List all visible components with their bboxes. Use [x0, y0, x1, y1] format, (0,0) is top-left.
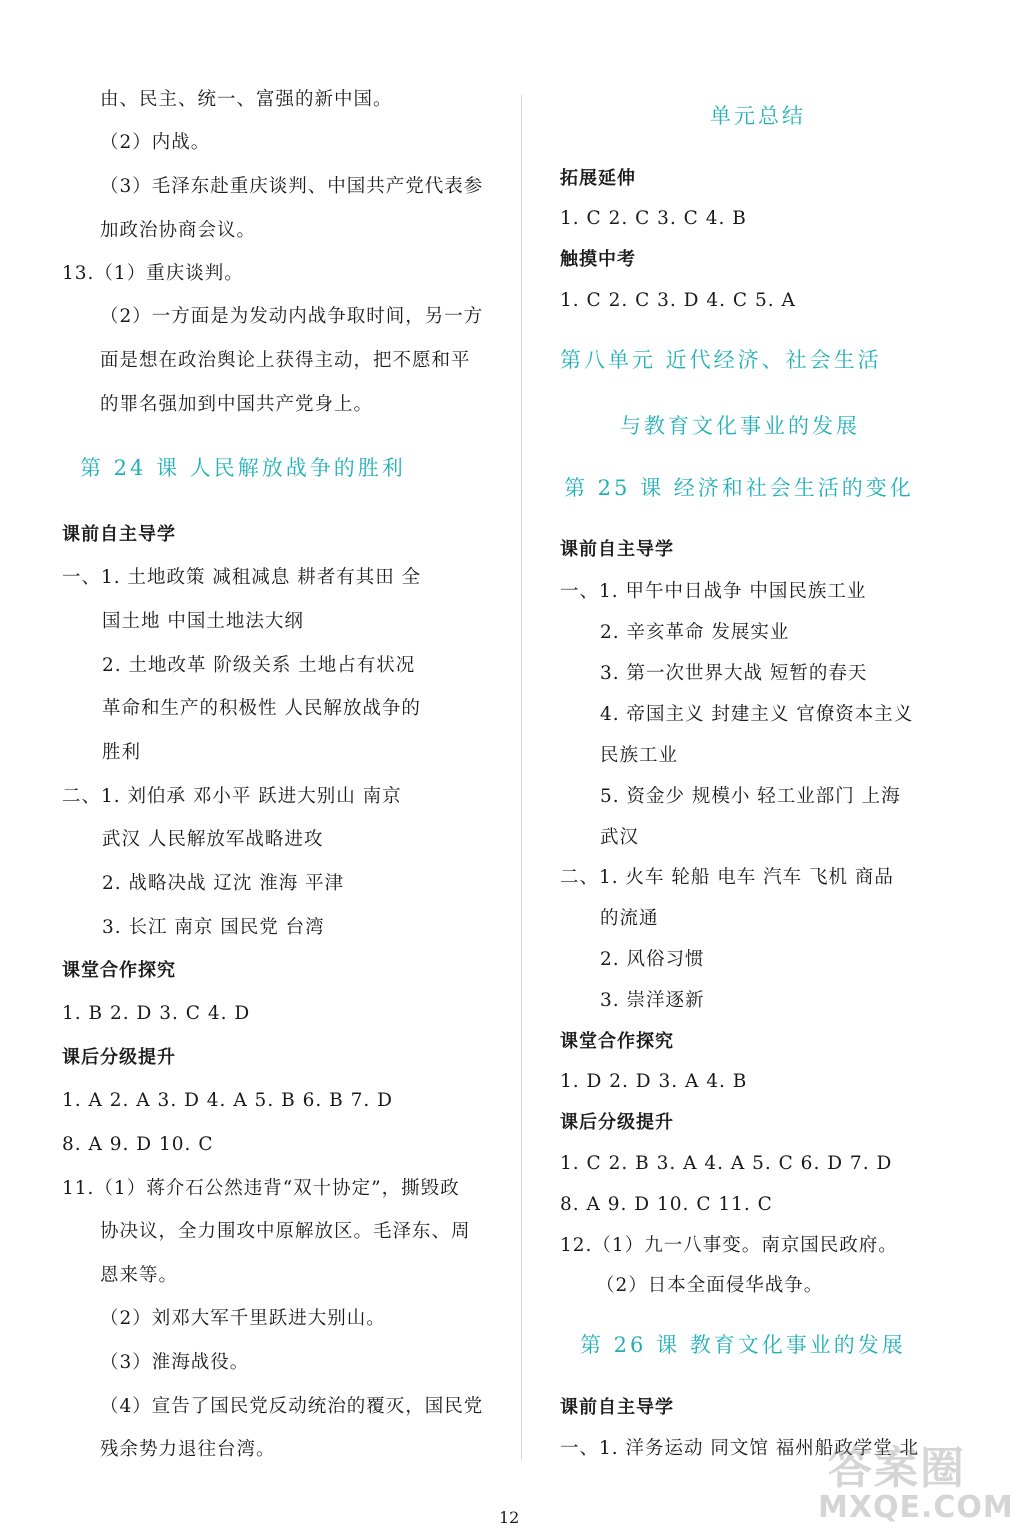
watermark-logo — [818, 1432, 1018, 1536]
watermark-line2: MXQE.COM — [818, 1490, 1014, 1525]
answer-line: 4. 帝国主义 封建主义 官僚资本主义 — [600, 704, 914, 725]
page-number: 12 — [499, 1508, 520, 1527]
answer-line: 2. 战略决战 辽沈 淮海 平津 — [102, 873, 345, 894]
answer-line: （2）刘邓大军千里跃进大别山。 — [100, 1308, 386, 1329]
lesson-title: 第 24 课 人民解放战争的胜利 — [80, 456, 406, 480]
answer-line: 国土地 中国土地法大纲 — [102, 611, 304, 632]
answer-line: 恩来等。 — [100, 1265, 179, 1286]
answer-line: 1. A 2. A 3. D 4. A 5. B 6. B 7. D — [62, 1090, 393, 1111]
answer-line: 的罪名强加到中国共产党身上。 — [100, 394, 374, 415]
answer-line: 胜利 — [102, 742, 142, 763]
answer-line: 面是想在政治舆论上获得主动，把不愿和平 — [100, 350, 471, 371]
section-heading: 触摸中考 — [560, 249, 636, 270]
section-heading: 课堂合作探究 — [560, 1031, 674, 1052]
answer-line: 一、1. 洋务运动 同文馆 福州船政学堂 北 — [560, 1438, 920, 1459]
answer-line: 一、1. 土地政策 减租减息 耕者有其田 全 — [62, 567, 422, 588]
answer-line: 3. 第一次世界大战 短暂的春天 — [600, 663, 868, 684]
column-divider — [521, 95, 522, 1460]
answer-line: 3. 长江 南京 国民党 台湾 — [102, 917, 325, 938]
section-heading: 课前自主导学 — [560, 1397, 674, 1418]
answer-line: （2）日本全面侵华战争。 — [596, 1275, 824, 1296]
lesson-title: 第 25 课 经济和社会生活的变化 — [564, 476, 914, 500]
answer-line: 武汉 人民解放军战略进攻 — [102, 829, 324, 850]
answer-line: 1. D 2. D 3. A 4. B — [560, 1071, 748, 1092]
answer-line: 武汉 — [600, 827, 640, 848]
answer-line: 加政治协商会议。 — [100, 220, 257, 241]
lesson-title: 与教育文化事业的发展 — [620, 414, 860, 438]
answer-line: 1. C 2. B 3. A 4. A 5. C 6. D 7. D — [560, 1153, 893, 1174]
answer-line: 12.（1）九一八事变。南京国民政府。 — [560, 1235, 898, 1256]
section-heading: 课前自主导学 — [62, 524, 176, 545]
answer-line: 1. B 2. D 3. C 4. D — [62, 1003, 251, 1024]
answer-line: 5. 资金少 规模小 轻工业部门 上海 — [600, 786, 901, 807]
answer-line: 1. C 2. C 3. C 4. B — [560, 208, 747, 229]
answer-line: 革命和生产的积极性 人民解放战争的 — [102, 698, 421, 719]
answer-line: 1. C 2. C 3. D 4. C 5. A — [560, 290, 796, 311]
lesson-title: 第 26 课 教育文化事业的发展 — [580, 1333, 906, 1357]
answer-line: 一、1. 甲午中日战争 中国民族工业 — [560, 581, 867, 602]
answer-line: 2. 土地改革 阶级关系 土地占有状况 — [102, 655, 416, 676]
watermark-line1: 答案圈 — [828, 1443, 966, 1494]
answer-line: 8. A 9. D 10. C — [62, 1134, 214, 1155]
section-heading: 课后分级提升 — [62, 1047, 176, 1068]
section-heading: 课堂合作探究 — [62, 960, 176, 981]
answer-line: 由、民主、统一、富强的新中国。 — [100, 89, 393, 110]
section-heading: 课后分级提升 — [560, 1112, 674, 1133]
answer-line: 二、1. 刘伯承 邓小平 跃进大别山 南京 — [62, 786, 402, 807]
answer-line: 的流通 — [600, 908, 659, 929]
answer-line: 2. 风俗习惯 — [600, 949, 705, 970]
answer-line: 2. 辛亥革命 发展实业 — [600, 622, 790, 643]
answer-line: 13.（1）重庆谈判。 — [62, 263, 244, 284]
section-heading: 课前自主导学 — [560, 539, 674, 560]
section-heading: 拓展延伸 — [560, 168, 636, 189]
answer-line: 8. A 9. D 10. C 11. C — [560, 1194, 773, 1215]
answer-line: 二、1. 火车 轮船 电车 汽车 飞机 商品 — [560, 867, 894, 888]
answer-line: 11.（1）蒋介石公然违背“双十协定”，撕毁政 — [62, 1178, 460, 1199]
answer-line: 残余势力退往台湾。 — [100, 1439, 276, 1460]
answer-line: 协决议，全力围攻中原解放区。毛泽东、周 — [100, 1221, 471, 1242]
lesson-title: 单元总结 — [710, 104, 806, 128]
answer-line: （2）内战。 — [100, 132, 211, 153]
answer-line: （3）毛泽东赴重庆谈判、中国共产党代表参 — [100, 176, 484, 197]
answer-line: （2）一方面是为发动内战争取时间，另一方 — [100, 306, 484, 327]
answer-line: 民族工业 — [600, 745, 679, 766]
answer-line: （4）宣告了国民党反动统治的覆灭，国民党 — [100, 1396, 484, 1417]
answer-line: （3）淮海战役。 — [100, 1352, 250, 1373]
answer-line: 3. 崇洋逐新 — [600, 990, 705, 1011]
lesson-title: 第八单元 近代经济、社会生活 — [560, 348, 882, 372]
